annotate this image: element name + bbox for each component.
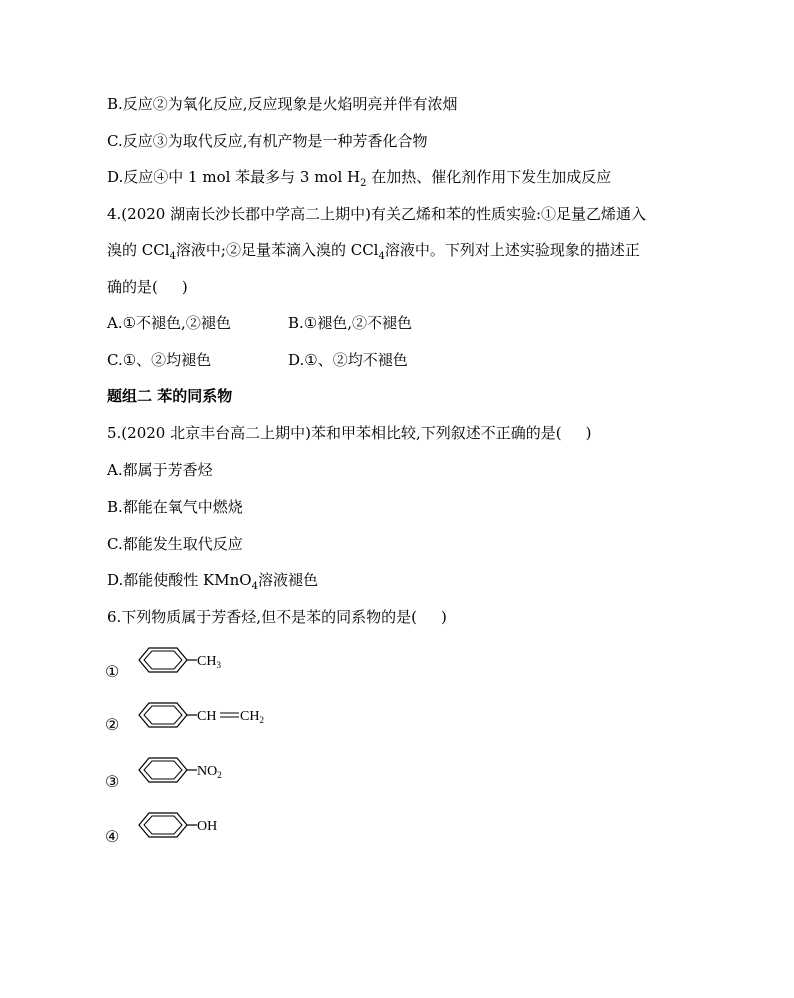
section-heading: 题组二 苯的同系物 (107, 387, 233, 405)
svg-text:NO2: $NO_2$ (197, 764, 222, 780)
question-4-line2: 溴的 CCl$_4$溶液中;②足量苯滴入溴的 CCl$_4$溶液中。下列对上述实验现象的描述正 (107, 241, 640, 262)
svg-text:CH2: $CH_2$ (240, 709, 264, 725)
benzene-ring-icon (131, 807, 291, 847)
q5-option-a: A.都属于芳香烃 (107, 461, 213, 479)
svg-text:OH: OH (197, 819, 218, 834)
question-6: 6.下列物质属于芳香烃,但不是苯的同系物的是( ) (107, 608, 447, 626)
benzene-ring-icon (131, 752, 291, 792)
molecule-number: ③ (105, 772, 120, 791)
option-c-q3: C.反应③为取代反应,有机产物是一种芳香化合物 (107, 132, 428, 150)
benzene-ring-icon (131, 697, 311, 737)
molecule-number: ④ (105, 827, 120, 846)
question-4-line1: 4.(2020 湖南长沙长郡中学高二上期中)有关乙烯和苯的性质实验:①足量乙烯通入 (107, 205, 647, 223)
molecule-number: ② (105, 715, 120, 734)
q5-option-c: C.都能发生取代反应 (107, 535, 243, 553)
molecule-number: ① (105, 662, 120, 681)
svg-text:CH: CH (197, 709, 217, 724)
option-d-q3: D.反应④中 1 mol 苯最多与 3 mol $H_2$ 在加热、催化剂作用下发生加成反应 (107, 168, 612, 189)
q5-option-b: B.都能在氧气中燃烧 (107, 498, 243, 516)
svg-text:CH3: $CH_3$ (197, 654, 221, 670)
q4-option-b: B.①褪色,②不褪色 (288, 314, 413, 332)
q4-option-d: D.①、②均不褪色 (288, 351, 408, 369)
q4-option-a: A.①不褪色,②褪色 (107, 314, 231, 332)
question-5: 5.(2020 北京丰台高二上期中)苯和甲苯相比较,下列叙述不正确的是( ) (107, 424, 592, 442)
q4-option-c: C.①、②均褪色 (107, 351, 212, 369)
question-4-line3: 确的是( ) (107, 278, 188, 296)
benzene-ring-icon (131, 642, 291, 682)
option-b-q3: B.反应②为氧化反应,反应现象是火焰明亮并伴有浓烟 (107, 95, 458, 113)
q5-option-d: D.都能使酸性 KMnO$_4$溶液褪色 (107, 571, 318, 592)
